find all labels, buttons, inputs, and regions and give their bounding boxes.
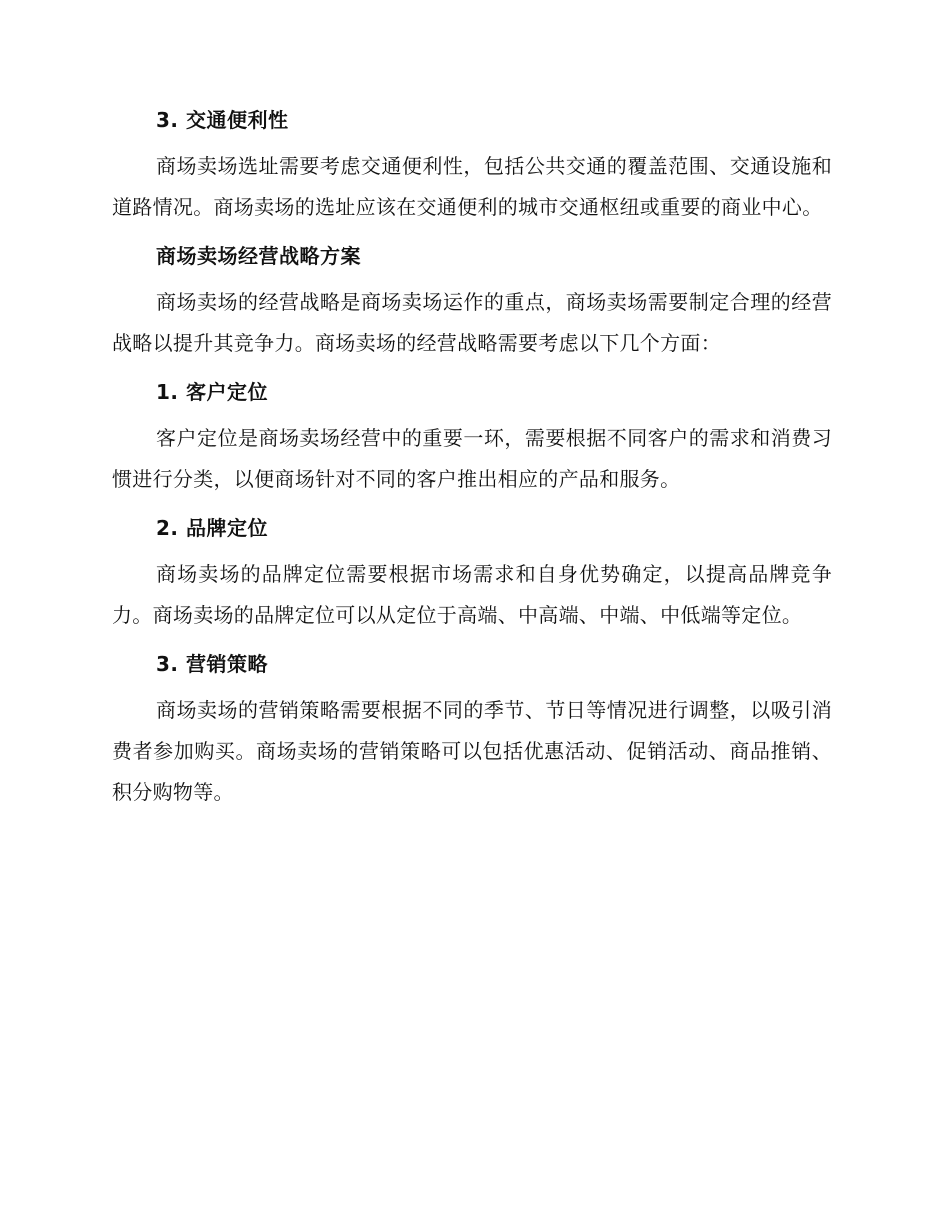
section-body-customer-positioning: 客户定位是商场卖场经营中的重要一环，需要根据不同客户的需求和消费习惯进行分类，以便商场针对不同的客户推出相应的产品和服务。: [112, 426, 832, 491]
section-body-marketing-strategy: 商场卖场的营销策略需要根据不同的季节、节日等情况进行调整，以吸引消费者参加购买。商场卖场的营销策略可以包括优惠活动、促销活动、商品推销、积分购物等。: [112, 698, 832, 804]
section-heading-business-strategy: 商场卖场经营战略方案: [156, 244, 361, 268]
section-heading-customer-positioning: 1. 客户定位: [156, 380, 268, 404]
section-heading-transport-convenience: 3. 交通便利性: [156, 108, 289, 132]
section-body-transport-convenience: 商场卖场选址需要考虑交通便利性，包括公共交通的覆盖范围、交通设施和道路情况。商场卖场的选址应该在交通便利的城市交通枢纽或重要的商业中心。: [112, 154, 832, 219]
section-body-brand-positioning: 商场卖场的品牌定位需要根据市场需求和自身优势确定，以提高品牌竞争力。商场卖场的品牌定位可以从定位于高端、中高端、中端、中低端等定位。: [112, 562, 832, 627]
section-heading-brand-positioning: 2. 品牌定位: [156, 516, 268, 540]
section-body-business-strategy: 商场卖场的经营战略是商场卖场运作的重点，商场卖场需要制定合理的经营战略以提升其竞争力。商场卖场的经营战略需要考虑以下几个方面：: [112, 290, 832, 355]
section-heading-marketing-strategy: 3. 营销策略: [156, 652, 268, 676]
document-page: [112, 106, 832, 813]
